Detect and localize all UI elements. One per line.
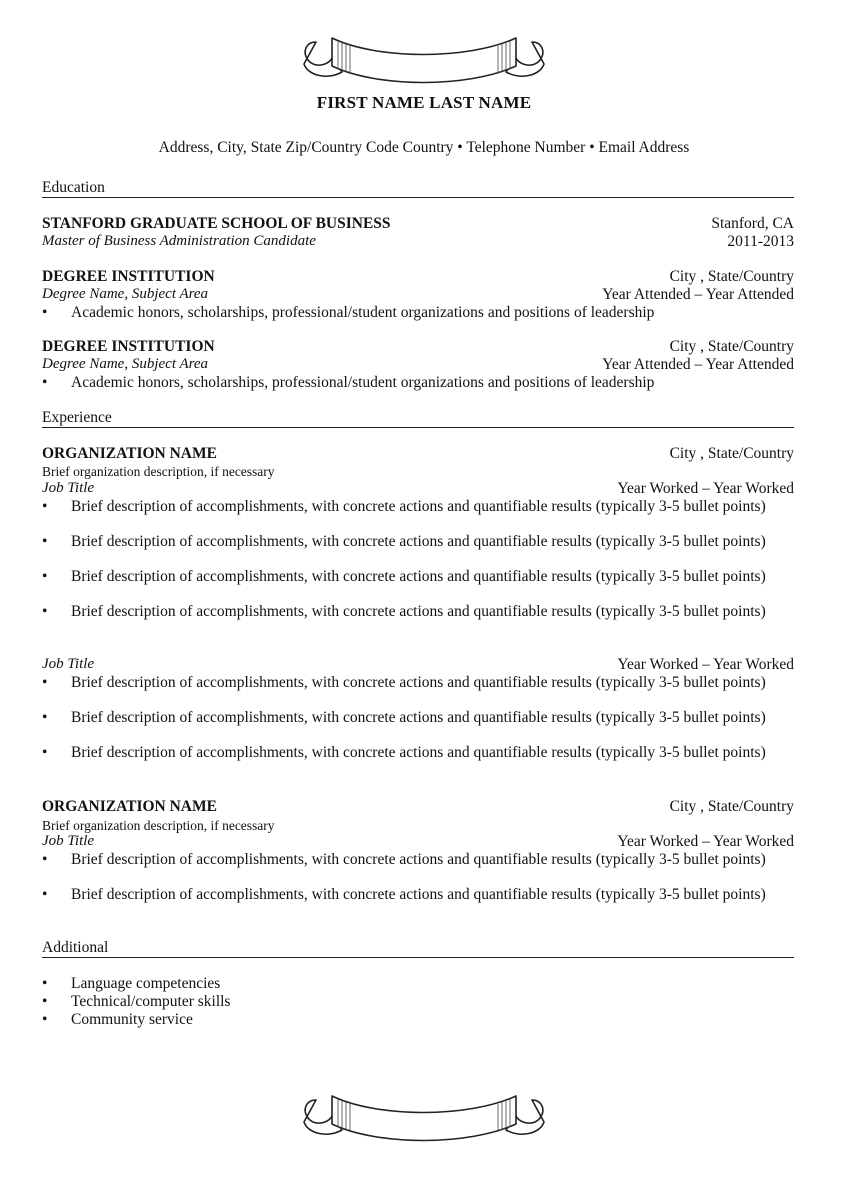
bullet-text: Academic honors, scholarships, professional/student organizations and positions of leadership (71, 374, 655, 391)
contact-line: Address, City, State Zip/Country Code Country • Telephone Number • Email Address (158, 139, 690, 156)
school-location: City , State/Country (669, 338, 794, 355)
school-name: DEGREE INSTITUTION (42, 338, 215, 355)
organization-description: Brief organization description, if necessary (42, 818, 275, 833)
degree-name: Degree Name, Subject Area (42, 356, 209, 372)
degree-name: Master of Business Administration Candidate (42, 233, 316, 249)
organization-description: Brief organization description, if necessary (42, 464, 275, 479)
degree-dates: Year Attended – Year Attended (602, 356, 794, 373)
school-location: Stanford, CA (711, 215, 794, 232)
section-divider (42, 197, 794, 198)
bullet-text: Brief description of accomplishments, with concrete actions and quantifiable results (typically 3-5 bullet points) (71, 851, 766, 868)
section-title-education: Education (42, 179, 105, 196)
bullet-icon: • (42, 568, 48, 585)
additional-item-text: Community service (71, 1011, 193, 1028)
section-title-additional: Additional (42, 939, 109, 956)
school-name: DEGREE INSTITUTION (42, 268, 215, 285)
bullet-icon: • (42, 374, 48, 391)
section-divider (42, 957, 794, 958)
job-title: Job Title (42, 656, 95, 672)
bullet-icon: • (42, 603, 48, 620)
bullet-icon: • (42, 886, 48, 903)
school-name: STANFORD GRADUATE SCHOOL OF BUSINESS (42, 215, 391, 232)
bullet-icon: • (42, 533, 48, 550)
bullet-text: Brief description of accomplishments, with concrete actions and quantifiable results (typically 3-5 bullet points) (71, 568, 766, 585)
bullet-text: Brief description of accomplishments, with concrete actions and quantifiable results (typically 3-5 bullet points) (71, 498, 766, 515)
scroll-banner-bottom (298, 1088, 550, 1146)
section-divider (42, 427, 794, 428)
bullet-icon: • (42, 744, 48, 761)
bullet-text: Brief description of accomplishments, with concrete actions and quantifiable results (typically 3-5 bullet points) (71, 603, 766, 620)
job-dates: Year Worked – Year Worked (617, 480, 794, 497)
bullet-text: Brief description of accomplishments, with concrete actions and quantifiable results (typically 3-5 bullet points) (71, 744, 766, 761)
job-title: Job Title (42, 833, 95, 849)
organization-location: City , State/Country (669, 445, 794, 462)
additional-item-text: Technical/computer skills (71, 993, 231, 1010)
bullet-icon: • (42, 851, 48, 868)
degree-dates: Year Attended – Year Attended (602, 286, 794, 303)
organization-name: ORGANIZATION NAME (42, 798, 217, 815)
bullet-icon: • (42, 1011, 48, 1028)
bullet-text: Brief description of accomplishments, with concrete actions and quantifiable results (typically 3-5 bullet points) (71, 533, 766, 550)
bullet-icon: • (42, 975, 48, 992)
additional-item-text: Language competencies (71, 975, 221, 992)
bullet-icon: • (42, 498, 48, 515)
job-title: Job Title (42, 480, 95, 496)
bullet-icon: • (42, 993, 48, 1010)
section-title-experience: Experience (42, 409, 112, 426)
organization-name: ORGANIZATION NAME (42, 445, 217, 462)
bullet-text: Brief description of accomplishments, with concrete actions and quantifiable results (typically 3-5 bullet points) (71, 674, 766, 691)
bullet-icon: • (42, 304, 48, 321)
degree-dates: 2011-2013 (727, 233, 794, 250)
bullet-text: Brief description of accomplishments, with concrete actions and quantifiable results (typically 3-5 bullet points) (71, 886, 766, 903)
scroll-banner-top (298, 30, 550, 88)
organization-location: City , State/Country (669, 798, 794, 815)
full-name: FIRST NAME LAST NAME (316, 93, 532, 112)
bullet-text: Academic honors, scholarships, professional/student organizations and positions of leadership (71, 304, 655, 321)
bullet-icon: • (42, 709, 48, 726)
job-dates: Year Worked – Year Worked (617, 833, 794, 850)
job-dates: Year Worked – Year Worked (617, 656, 794, 673)
bullet-text: Brief description of accomplishments, with concrete actions and quantifiable results (typically 3-5 bullet points) (71, 709, 766, 726)
bullet-icon: • (42, 674, 48, 691)
degree-name: Degree Name, Subject Area (42, 286, 209, 302)
school-location: City , State/Country (669, 268, 794, 285)
